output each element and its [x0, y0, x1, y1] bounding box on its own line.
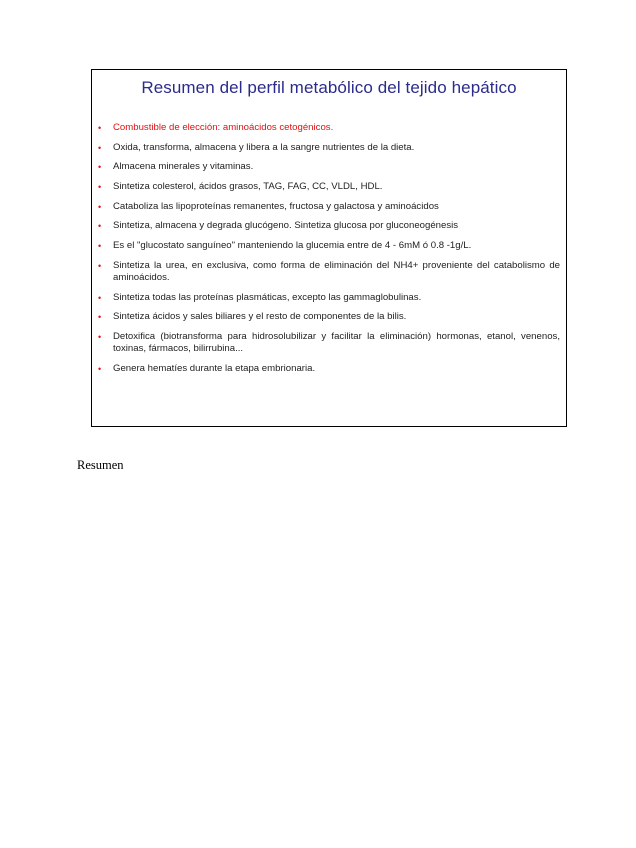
bullet-icon: •: [98, 162, 102, 173]
list-item-text: Es el "glucostato sanguíneo" manteniendo la glucemia entre de 4 - 6mM ó 0.8 -1g/L.: [113, 240, 472, 252]
bullet-icon: •: [98, 363, 102, 374]
list-item-text: Genera hematíes durante la etapa embrionaria.: [113, 362, 316, 374]
list-item-text: Oxida, transforma, almacena y libera a la sangre nutrientes de la dieta.: [113, 141, 415, 153]
list-item: [98, 161, 560, 173]
bullet-list: [98, 122, 560, 382]
list-item-text: Sintetiza todas las proteínas plasmáticas, excepto las gammaglobulinas.: [113, 291, 422, 303]
list-item: [98, 201, 560, 213]
list-item: [98, 220, 560, 232]
list-item: [98, 142, 560, 154]
bullet-icon: •: [98, 221, 102, 232]
list-item-text: Sintetiza colesterol, ácidos grasos, TAG, FAG, CC, VLDL, HDL.: [113, 181, 383, 193]
bullet-icon: •: [98, 142, 102, 153]
list-item: [98, 292, 560, 304]
list-item-text: Sintetiza, almacena y degrada glucógeno. Sintetiza glucosa por gluconeogénesis: [113, 220, 459, 232]
list-item: [98, 181, 560, 193]
bullet-icon: •: [98, 331, 102, 342]
bullet-icon: •: [98, 292, 102, 303]
list-item: [98, 363, 560, 375]
list-item-text: Sintetiza ácidos y sales biliares y el resto de componentes de la bilis.: [113, 311, 407, 323]
bullet-icon: •: [98, 123, 102, 133]
list-item: [98, 311, 560, 323]
figure-caption: Resumen: [77, 458, 124, 472]
bullet-icon: •: [98, 241, 102, 252]
bullet-icon: •: [98, 312, 102, 323]
slide-title: Resumen del perfil metabólico del tejido hepático: [141, 78, 517, 97]
list-item-text: Cataboliza las lipoproteínas remanentes, fructosa y galactosa y aminoácidos: [113, 200, 439, 212]
list-item-text: Combustible de elección: aminoácidos cetogénicos.: [113, 122, 334, 133]
list-item-text: Detoxifica (biotransforma para hidrosolubilizar y facilitar la eliminación) hormonas, etanol, venenos, toxinas, fármacos, bilirrubina...: [113, 330, 560, 354]
slide-frame: [91, 69, 567, 427]
list-item-text: Sintetiza la urea, en exclusiva, como forma de eliminación del NH4+ proveniente del catabolismo de aminoácidos.: [113, 259, 560, 283]
list-item: [98, 331, 560, 355]
list-item: [98, 260, 560, 284]
list-item: [98, 240, 560, 252]
bullet-icon: •: [98, 201, 102, 212]
bullet-icon: •: [98, 182, 102, 193]
list-item: [98, 122, 560, 134]
list-item-text: Almacena minerales y vitaminas.: [113, 161, 254, 173]
bullet-icon: •: [98, 260, 102, 271]
